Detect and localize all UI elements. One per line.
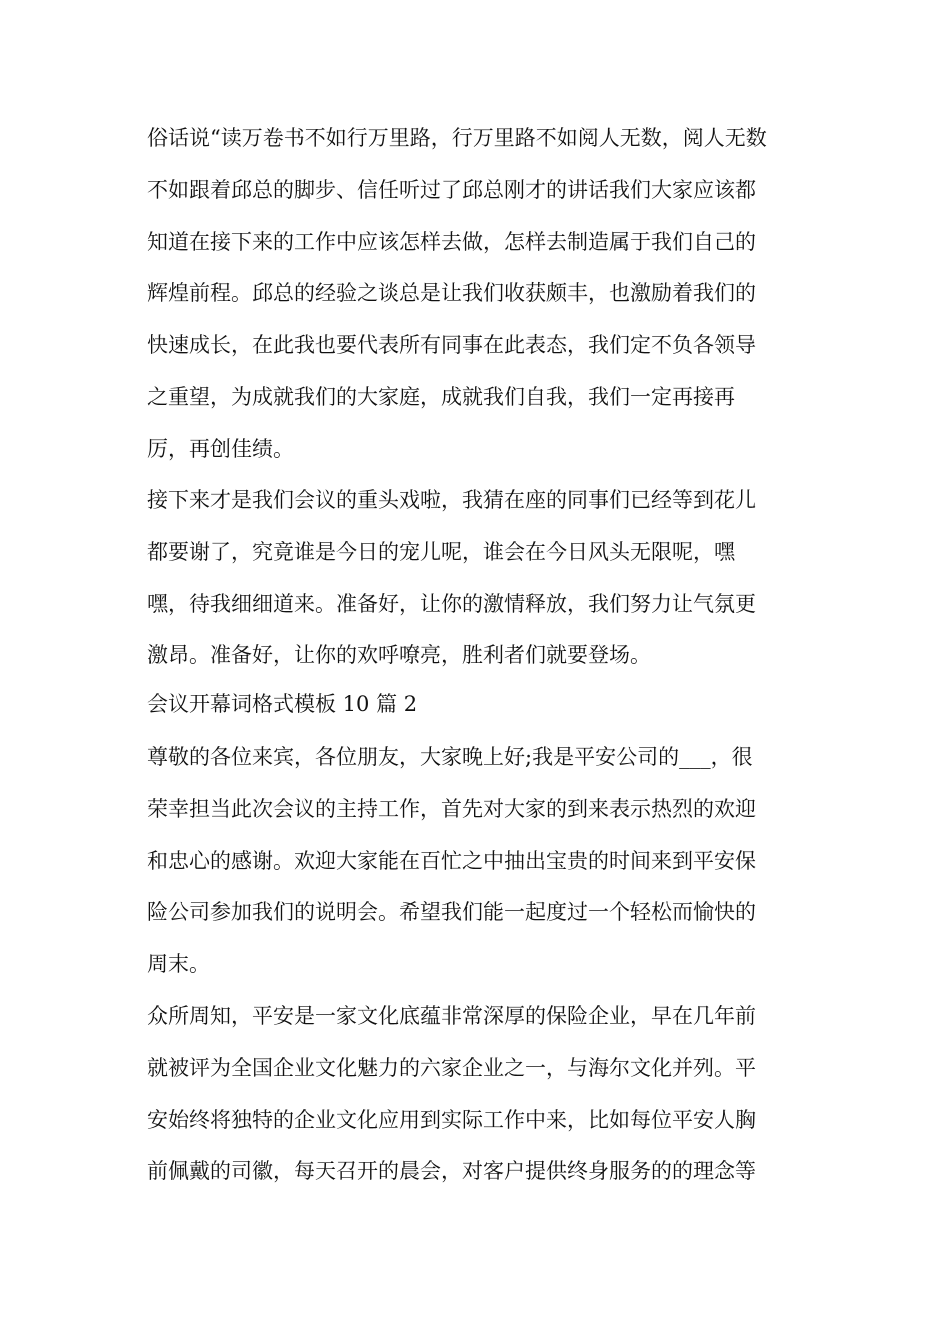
paragraph-1-line: 俗话说“读万卷书不如行万里路，行万里路不如阅人无数，阅人无数	[147, 126, 767, 150]
paragraph-3-line: 险公司参加我们的说明会。希望我们能一起度过一个轻松而愉快的	[147, 900, 756, 924]
paragraph-3-line: 荣幸担当此次会议的主持工作，首先对大家的到来表示热烈的欢迎	[147, 797, 756, 821]
paragraph-4-line: 前佩戴的司徽，每天召开的晨会，对客户提供终身服务的的理念等	[147, 1159, 756, 1183]
paragraph-2-line: 都要谢了，究竟谁是今日的宠儿呢，谁会在今日风头无限呢，嘿	[147, 540, 735, 564]
paragraph-2-line: 嘿，待我细细道来。准备好，让你的激情释放，我们努力让气氛更	[147, 592, 756, 616]
paragraph-4-line: 众所周知，平安是一家文化底蕴非常深厚的保险企业，早在几年前	[147, 1004, 756, 1028]
section-heading: 会议开幕词格式模板 10 篇 2	[147, 692, 418, 716]
paragraph-1-line: 不如跟着邱总的脚步、信任听过了邱总刚才的讲话我们大家应该都	[147, 178, 756, 202]
paragraph-1-line: 之重望，为成就我们的大家庭，成就我们自我，我们一定再接再	[147, 385, 735, 409]
paragraph-4-line: 安始终将独特的企业文化应用到实际工作中来，比如每位平安人胸	[147, 1108, 756, 1132]
paragraph-3-line: 和忠心的感谢。欢迎大家能在百忙之中抽出宝贵的时间来到平安保	[147, 849, 756, 873]
paragraph-1-line: 厉，再创佳绩。	[147, 437, 294, 461]
paragraph-2-line: 接下来才是我们会议的重头戏啦，我猜在座的同事们已经等到花儿	[147, 488, 756, 512]
paragraph-2-line: 激昂。准备好，让你的欢呼嘹亮，胜利者们就要登场。	[147, 643, 651, 667]
paragraph-1-line: 知道在接下来的工作中应该怎样去做，怎样去制造属于我们自己的	[147, 230, 756, 254]
paragraph-3-line: 周末。	[147, 952, 210, 976]
paragraph-4-line: 就被评为全国企业文化魅力的六家企业之一，与海尔文化并列。平	[147, 1056, 756, 1080]
paragraph-3-line: 尊敬的各位来宾，各位朋友，大家晚上好;我是平安公司的___，很	[147, 745, 753, 769]
paragraph-1-line: 辉煌前程。邱总的经验之谈总是让我们收获颇丰，也激励着我们的	[147, 281, 756, 305]
paragraph-1-line: 快速成长，在此我也要代表所有同事在此表态，我们定不负各领导	[147, 333, 756, 357]
